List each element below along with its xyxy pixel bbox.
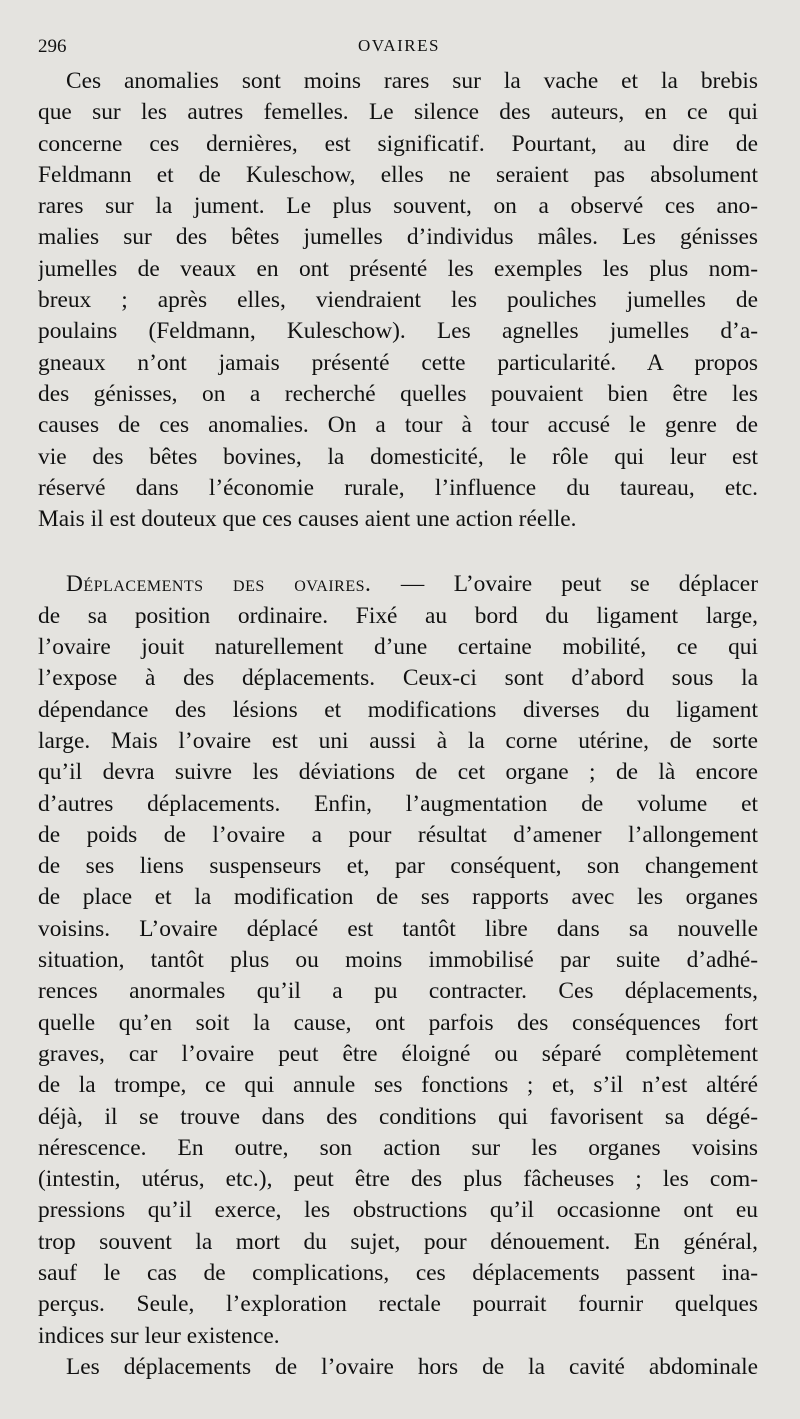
text-line: des génisses, on a recherché quelles pouvaient bien être les (38, 380, 758, 407)
paragraph-deplacements (38, 569, 758, 1351)
text-line: qu’il devra suivre les déviations de cet organe ; de là encore (38, 759, 758, 786)
text-line: Les déplacements de l’ovaire hors de la cavité abdominale (66, 1353, 758, 1380)
text-line: de la trompe, ce qui annule ses fonctions ; et, s’il n’est altéré (38, 1072, 758, 1099)
page-number: 296 (38, 36, 67, 57)
text-line: l’ovaire jouit naturellement d’une certaine mobilité, ce qui (38, 634, 758, 661)
text-line: situation, tantôt plus ou moins immobilisé par suite d’adhé- (38, 947, 758, 974)
section-heading-continuation: L’ovaire peut se déplacer (453, 571, 758, 598)
text-line: trop souvent la mort du sujet, pour dénouement. En général, (38, 1228, 758, 1255)
text-line: malies sur des bêtes jumelles d’individus mâles. Les génisses (38, 224, 758, 251)
text-line: perçus. Seule, l’exploration rectale pourrait fournir quelques (38, 1291, 758, 1318)
section-heading-line (38, 569, 758, 600)
text-line: Feldmann et de Kuleschow, elles ne seraient pas absolument (38, 161, 758, 188)
text-line: dépendance des lésions et modifications diverses du ligament (38, 696, 758, 723)
text-line: réservé dans l’économie rurale, l’influence du taureau, etc. (38, 474, 758, 501)
text-line: rences anormales qu’il a pu contracter. Ces déplacements, (38, 978, 758, 1005)
text-line: (intestin, utérus, etc.), peut être des plus fâcheuses ; les com- (38, 1166, 758, 1193)
text-line: que sur les autres femelles. Le silence des auteurs, en ce qui (38, 99, 758, 126)
text-line: de poids de l’ovaire a pour résultat d’amener l’allongement (38, 821, 758, 848)
text-line: de place et la modification de ses rapports avec les organes (38, 884, 758, 911)
text-line: indices sur leur existence. (38, 1322, 280, 1349)
text-line: concerne ces dernières, est significatif. Pourtant, au dire de (38, 130, 758, 157)
section-heading: Déplacements des ovaires. — (66, 571, 425, 598)
text-line: Ces anomalies sont moins rares sur la vache et la brebis (66, 68, 758, 94)
text-line: d’autres déplacements. Enfin, l’augmentation de volume et (38, 790, 758, 817)
text-line: poulains (Feldmann, Kuleschow). Les agnelles jumelles d’a- (38, 318, 758, 345)
paragraph-anomalies (38, 66, 758, 535)
paragraph-hors-cavite (38, 1352, 758, 1383)
text-line: déjà, il se trouve dans des conditions qui favorisent sa dégé- (38, 1103, 758, 1130)
text-line: voisins. L’ovaire déplacé est tantôt libre dans sa nouvelle (38, 915, 758, 942)
text-line: Mais il est douteux que ces causes aient une action réelle. (38, 506, 577, 533)
text-line: nérescence. En outre, son action sur les organes voisins (38, 1134, 758, 1161)
text-line: l’expose à des déplacements. Ceux-ci sont d’abord sous la (38, 665, 758, 692)
text-line: jumelles de veaux en ont présenté les exemples les plus nom- (38, 255, 758, 282)
text-line: large. Mais l’ovaire est uni aussi à la corne utérine, de sorte (38, 727, 758, 754)
text-line: pressions qu’il exerce, les obstructions qu’il occasionne ont eu (38, 1197, 758, 1224)
paragraph-spacer (38, 535, 758, 569)
text-line: sauf le cas de complications, ces déplacements passent ina- (38, 1259, 758, 1286)
text-line: de sa position ordinaire. Fixé au bord du ligament large, (38, 602, 758, 629)
running-head: OVAIRES (358, 36, 440, 55)
text-line: graves, car l’ovaire peut être éloigné ou séparé complètement (38, 1040, 758, 1067)
text-line: gneaux n’ont jamais présenté cette particularité. A propos (38, 349, 758, 376)
page-header (38, 36, 760, 60)
text-line: causes de ces anomalies. On a tour à tour accusé le genre de (38, 412, 758, 439)
text-line: de ses liens suspenseurs et, par conséquent, son changement (38, 853, 758, 880)
body-text (38, 66, 758, 1383)
text-line: breux ; après elles, viendraient les pouliches jumelles de (38, 287, 758, 314)
text-line: vie des bêtes bovines, la domesticité, le rôle qui leur est (38, 443, 758, 470)
text-line: rares sur la jument. Le plus souvent, on a observé ces ano- (38, 193, 758, 220)
text-line: quelle qu’en soit la cause, ont parfois des conséquences fort (38, 1009, 758, 1036)
